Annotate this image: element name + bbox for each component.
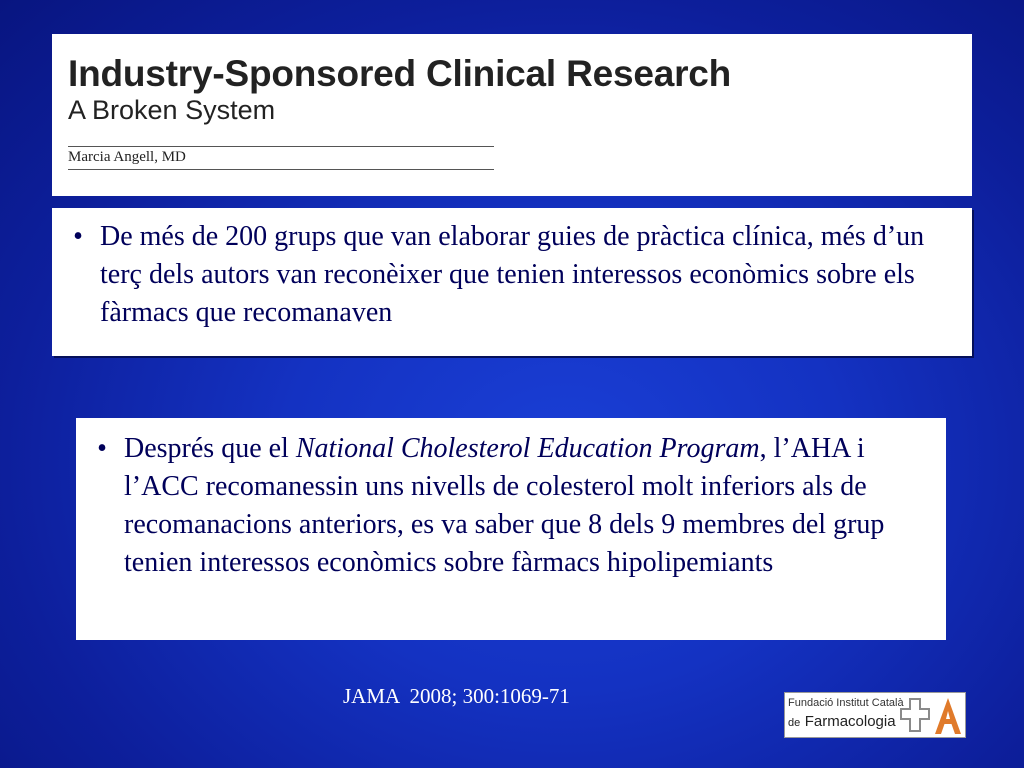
bullet-box-2 bbox=[76, 418, 946, 640]
bullet-text-2-end: , l’AHA i l’ACC recomanessin uns nivells de colesterol molt inferiors als de recomanacions anteriors, es va saber que 8 dels 9 membres del grup tenien interessos econòmics sobre fàrmacs hipolipemiants bbox=[124, 433, 885, 578]
a-letter-icon bbox=[933, 696, 963, 736]
logo-line1: Fundació Institut Català bbox=[788, 697, 904, 709]
logo-line2 bbox=[788, 713, 896, 731]
article-title: Industry-Sponsored Clinical Research bbox=[68, 53, 732, 94]
bullet-marker: • bbox=[73, 221, 83, 252]
article-subtitle: A Broken System bbox=[68, 95, 276, 125]
bullet-text-1: De més de 200 grups que van elaborar guies de pràctica clínica, més d’un terç dels autors van reconèixer que tenien interessos econòmics sobre els fàrmacs que recomanaven bbox=[100, 221, 925, 328]
program-name: National Cholesterol Education Program bbox=[295, 433, 760, 464]
institution-logo bbox=[784, 692, 966, 738]
article-author: Marcia Angell, MD bbox=[68, 149, 186, 165]
bullet-marker: • bbox=[97, 433, 107, 464]
bullet-box-1 bbox=[52, 208, 972, 356]
logo-line2-prefix: de bbox=[788, 717, 801, 729]
citation: JAMA 2008; 300:1069-71 bbox=[343, 684, 570, 708]
author-block bbox=[68, 146, 494, 170]
bullet-item-2 bbox=[76, 430, 936, 582]
bullet-item-1 bbox=[52, 218, 952, 332]
article-header-card bbox=[52, 34, 972, 196]
logo-line2-name: Farmacologia bbox=[804, 713, 896, 730]
bullet-text-2-start: Després que el bbox=[124, 433, 296, 464]
bullet-text-2 bbox=[124, 430, 936, 582]
cross-icon bbox=[899, 697, 931, 733]
